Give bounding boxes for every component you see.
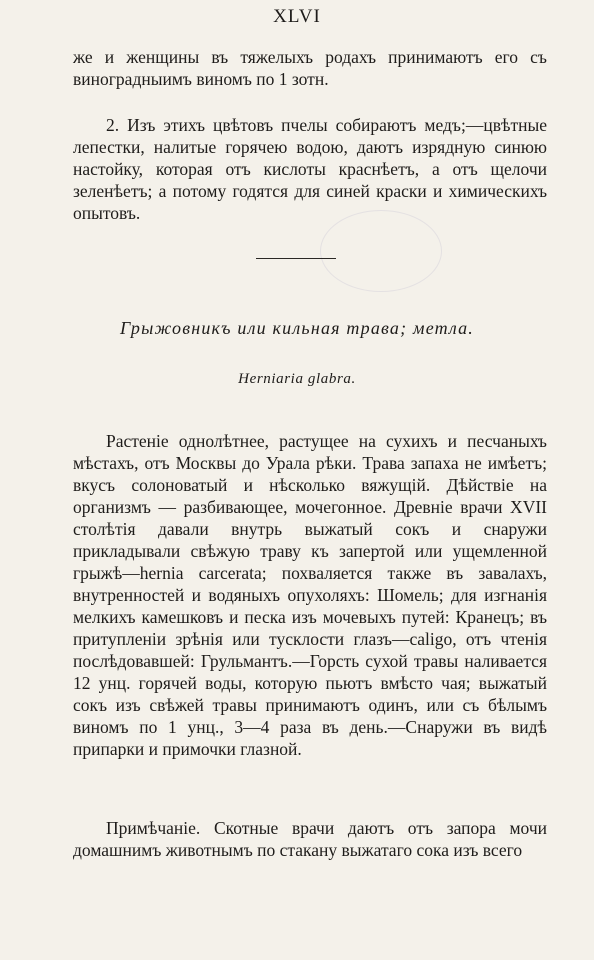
paragraph-continuation: же и женщины въ тяжелыхъ родахъ принимаютъ его съ виноградныимъ виномъ по 1 зотн. bbox=[73, 47, 547, 89]
section-divider bbox=[256, 258, 336, 259]
paragraph-description: Растеніе однолѣтнее, растущее на сухихъ и песчаныхъ мѣстахъ, отъ Москвы до Урала рѣки. Трава запаха не имѣетъ; вкусъ солоноватый и нѣсколько вяжущій. Дѣйствіе на организмъ — разбивающее, мочегонное. Древніе врачи XVII столѣтія давали внутрь выжатый сокъ и снаружи прикладывали свѣжую траву къ запертой или ущемленной грыжѣ—hernia carcerata; похваляется также въ завалахъ, внутренностей и водяныхъ опухоляхъ: Шомель; для изгнанія мелкихъ камешковъ и песка изъ мочевыхъ путей: Кранецъ; въ притупленіи зрѣнія или тусклости глазъ—caligo, отъ чтенія послѣдовавшей: Грульмантъ.—Горсть сухой травы наливается 12 унц. горячей воды, которую пьютъ вмѣсто чая; выжатый сокъ изъ свѣжей травы принимаютъ одинъ, или съ бѣлымъ виномъ по 1 унц., 3—4 раза въ день.—Снаружи въ видѣ припарки и примочки глазной. bbox=[73, 431, 547, 759]
page-number: XLVI bbox=[273, 6, 321, 27]
paragraph-note-2: 2. Изъ этихъ цвѣтовъ пчелы собираютъ медъ;—цвѣтные лепестки, налитые горячею водою, даютъ изрядную синюю настойку, которая отъ кислоты краснѣетъ, а отъ щелочи зеленѣетъ; а потому годятся для синей краски и химическихъ опытовъ. bbox=[73, 115, 547, 223]
paragraph-remark: Примѣчаніе. Скотные врачи даютъ отъ запора мочи домашнимъ животнымъ по стакану выжатаго сока изъ всего bbox=[73, 818, 547, 860]
section-title: Грыжовникъ или кильная трава; метла. bbox=[119, 318, 475, 338]
latin-name: Herniaria glabra. bbox=[238, 371, 356, 387]
